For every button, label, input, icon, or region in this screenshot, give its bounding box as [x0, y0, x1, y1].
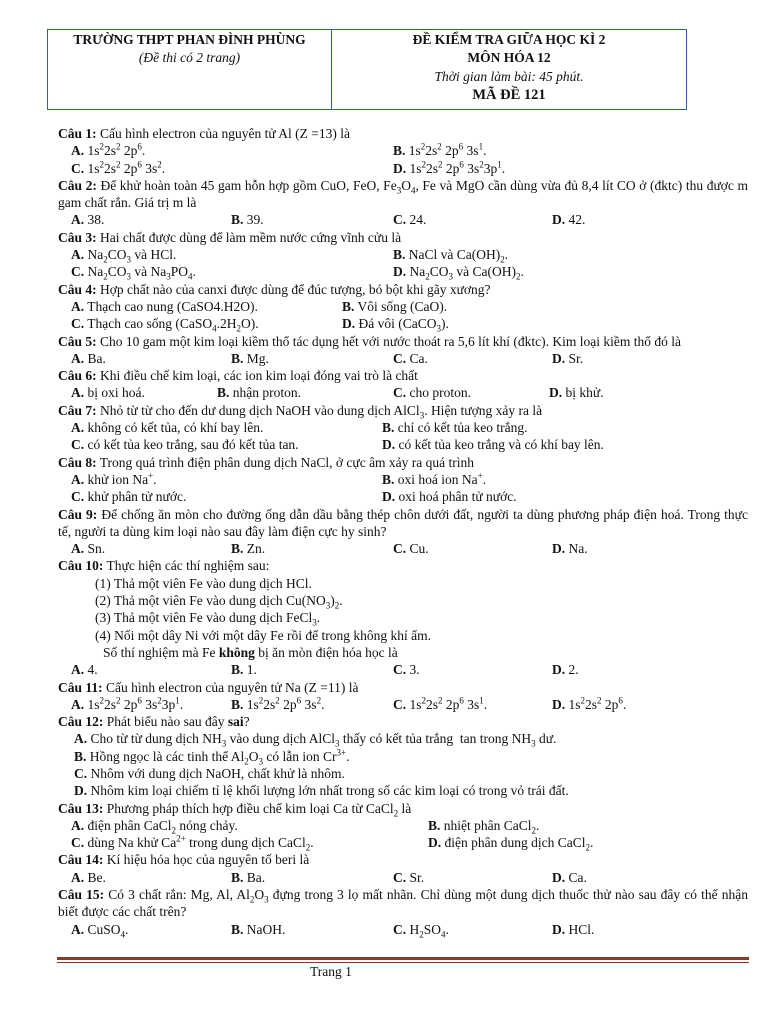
question-15: Câu 15: Có 3 chất rắn: Mg, Al, $Al_2O_3$ đựng trong 3 lọ mất nhãn. Chỉ dùng một dung dịch thuốc thử nào sau đây có thể nhận biết được các chất trên?: [58, 887, 748, 920]
footer-rule: [57, 957, 749, 960]
header-left: [48, 30, 332, 109]
school-name: TRƯỜNG THPT PHAN ĐÌNH PHÙNG: [73, 32, 306, 47]
experiment-3: (3) Thả một viên Fe vào dung dịch FeCl$_3$.: [95, 610, 321, 628]
question-list: [58, 125, 748, 938]
question-8: Câu 8: Trong quá trình điện phân dung dịch NaCl, ở cực âm xảy ra quá trình: [58, 454, 475, 470]
options-row: C. có kết tủa keo trắng, sau đó kết tủa tan. D. có kết tủa keo trắng và có khí bay lên.: [71, 437, 604, 453]
statement-b: B. Hồng ngọc là các tinh thể $Al_2O_3$ có lẫn ion $Cr^{3+}$.: [74, 747, 350, 767]
question-4: Câu 4: Hợp chất nào của canxi được dùng để đúc tượng, bó bột khi gãy xương?: [58, 281, 491, 297]
footer-rule-thin: [57, 962, 749, 963]
options-row: A. khử ion Na+. B. oxi hoá ion Na+.: [71, 470, 487, 487]
experiment-1: (1) Thả một viên Fe vào dung dịch HCl.: [95, 575, 312, 591]
options-row: A. không có kết tủa, có khí bay lên. B. chỉ có kết tủa keo trắng.: [71, 420, 528, 436]
question-11: Câu 11: Cấu hình electron của nguyên tử Na (Z =11) là: [58, 679, 359, 695]
options-row: A. 4. B. 1. C. 3. D. 2.: [71, 662, 579, 678]
options-row: C. dùng Na khử $Ca^{2+}$ trong dung dịch CaCl$_2$. D. điện phân dung dịch CaCl$_2$.: [71, 833, 594, 853]
question-5: Câu 5: Cho 10 gam một kim loại kiềm thổ tác dụng hết với nước thoát ra 5,6 lít khí (đktc). Kim loại kiềm thổ đó là: [58, 333, 682, 349]
options-row: A. Be. B. Ba. C. Sr. D. Ca.: [71, 869, 587, 885]
options-row: C. Thạch cao sống $(CaSO_4.2H_2O)$. D. Đá vôi (CaCO$_3$).: [71, 316, 449, 334]
options-row: A. Sn. B. Zn. C. Cu. D. Na.: [71, 541, 588, 557]
options-row: C. $Na_2CO_3$ và $Na_3PO_4$. D. $Na_2CO_3$ và $Ca(OH)_2$.: [71, 264, 524, 283]
question-6: Câu 6: Khi điều chế kim loại, các ion kim loại đóng vai trò là chất: [58, 368, 418, 384]
exam-time: Thời gian làm bài: 45 phút.: [434, 69, 584, 84]
options-row: A. điện phân CaCl$_2$ nóng chảy. B. nhiệt phân CaCl$_2$.: [71, 817, 540, 836]
options-row: C. khử phân tử nước. D. oxi hoá phân tử nước.: [71, 489, 517, 505]
experiment-2: (2) Thả một viên Fe vào dung dịch $Cu(NO_3)_2$.: [95, 593, 343, 611]
statement-d: D. Nhôm kim loại chiếm tỉ lệ khối lượng lớn nhất trong số các kim loại có trong vỏ trái đất.: [74, 783, 569, 799]
exam-header: [47, 29, 687, 110]
header-right: [332, 30, 686, 109]
options-row: A. CuSO$_4$. B. NaOH. C. $H_2SO_4$. D. HCl.: [71, 921, 595, 940]
statement-c: C. Nhôm với dung dịch NaOH, chất khử là nhôm.: [74, 765, 345, 781]
options-row: A. bị oxi hoá. B. nhận proton. C. cho proton. D. bị khử.: [71, 385, 604, 401]
exam-title: ĐỀ KIỂM TRA GIỮA HỌC KÌ 2: [412, 32, 606, 47]
page-number: Trang 1: [310, 964, 352, 979]
question-3: Câu 3: Hai chất được dùng để làm mềm nước cứng vĩnh cửu là: [58, 229, 402, 245]
question-7: Câu 7: Nhỏ từ từ cho đến dư dung dịch NaOH vào dung dịch AlCl$_3$. Hiện tượng xảy ra là: [58, 402, 543, 421]
question-9: Câu 9: Để chống ăn mòn cho đường ống dẫn dầu bằng thép chôn dưới đất, người ta dùng phương pháp điện hoá. Trong thực tế, người ta dùng kim loại nào sau đây làm điện cực hy sinh?: [58, 506, 748, 539]
statement-a: A. Cho từ từ dung dịch $NH_3$ vào dung dịch AlCl$_3$ thấy có kết tủa trắng tan trong $NH_3$ dư.: [74, 731, 557, 750]
options-row: A. Ba. B. Mg. C. Ca. D. Sr.: [71, 350, 584, 366]
options-row: C. $1s^22s^2$ $2p^6$ $3s^2$. D. $1s^22s^2$ $2p^6$ $3s^23p^1$.: [71, 159, 506, 176]
question-1: Câu 1: Cấu hình electron của nguyên tử Al (Z =13) là: [58, 126, 351, 141]
pages-note: (Đề thi có 2 trang): [138, 49, 241, 65]
experiment-4: (4) Nối một dây Ni với một dây Fe rồi để trong không khí ẩm.: [95, 627, 431, 643]
question-14: Câu 14: Kí hiệu hóa học của nguyên tố beri là: [58, 852, 310, 868]
question-2: Câu 2: Để khử hoàn toàn 45 gam hỗn hợp gồm CuO, FeO, $Fe_3O_4$, Fe và MgO cần dùng vừa đủ 8,4 lít CO ở (đktc) thu được m gam chất rắn. Giá trị m là: [58, 177, 748, 211]
question-10-stem: Số thí nghiệm mà Fe không bị ăn mòn điện hóa học là: [103, 644, 398, 660]
question-12: Câu 12: Phát biểu nào sau đây sai?: [58, 714, 250, 730]
options-row: A. Thạch cao nung (CaSO4.H2O). B. Vôi sống (CaO).: [71, 298, 448, 314]
question-13: Câu 13: Phương pháp thích hợp điều chế kim loại Ca từ CaCl$_2$ là: [58, 800, 412, 819]
options-row: A. $Na_2CO_3$ và HCl. B. NaCl và $Ca(OH)_2$.: [71, 247, 509, 265]
subject: MÔN HÓA 12: [467, 49, 551, 65]
options-row: A. $1s^22s^2$ $2p^6$ $3s^23p^1$. B. $1s^22s^2$ $2p^6$ $3s^2$. C. $1s^22s^2$ $2p^6$ $3s^1$. D. $1s^22s^2$ $2p^6$.: [71, 695, 627, 712]
options-row: A. 38. B. 39. C. 24. D. 42.: [71, 212, 586, 228]
question-10: Câu 10: Thực hiện các thí nghiệm sau:: [58, 558, 270, 574]
exam-code: MÃ ĐỀ 121: [472, 86, 546, 103]
options-row: A. $1s^22s^2$ $2p^6$. B. $1s^22s^2$ $2p^6$ $3s^1$.: [71, 141, 487, 159]
